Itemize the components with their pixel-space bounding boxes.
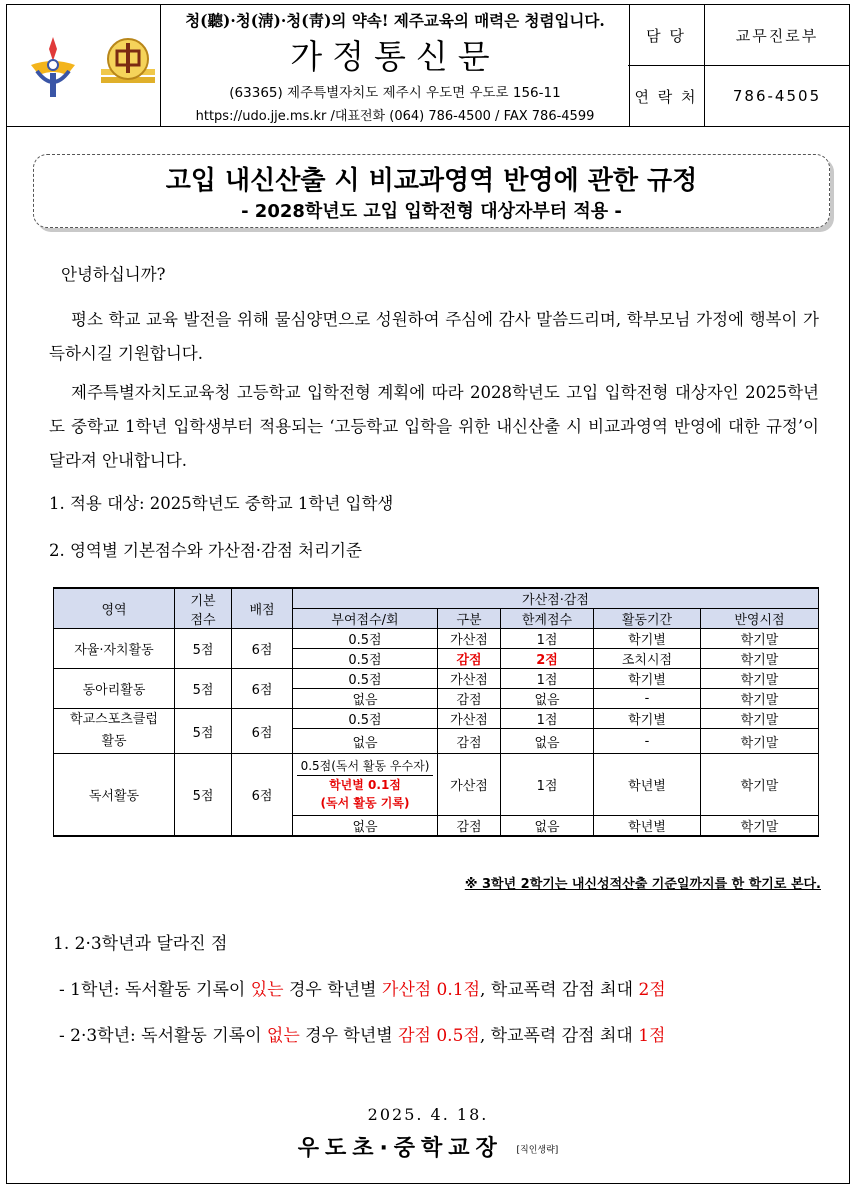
table-cell: - <box>594 689 701 709</box>
item-1: 1. 적용 대상: 2025학년도 중학교 1학년 입학생 <box>49 494 394 513</box>
table-cell: 없음 <box>501 689 594 709</box>
table-cell: 가산점 <box>438 754 501 816</box>
table-cell: 없음 <box>293 729 438 754</box>
table-cell: 1점 <box>501 629 594 649</box>
alloc-cell: 6점 <box>232 754 293 837</box>
area-cell: 학교스포츠클럽 활동 <box>54 709 175 754</box>
header-base: 기본 점수 <box>175 588 232 629</box>
banner-subtitle: - 2028학년도 고입 입학전형 대상자부터 적용 - <box>241 201 622 222</box>
header-alloc: 배점 <box>232 588 293 629</box>
seal-note: [직인생략] <box>516 1145 559 1156</box>
table-cell: 학년별 <box>594 816 701 837</box>
diff-highlight: 없는 <box>266 1026 300 1046</box>
contact-value: 교무진로부 <box>705 5 850 66</box>
table-cell: 없음 <box>501 729 594 754</box>
table-cell: 학기말 <box>701 649 819 669</box>
header-sub: 반영시점 <box>701 609 819 629</box>
diff-highlight: 1점 <box>638 1026 666 1046</box>
base-cell: 5점 <box>175 754 232 837</box>
diff-highlight: 감점 0.5점 <box>398 1026 480 1046</box>
table-cell-highlight: 감점 <box>438 649 501 669</box>
reading-score-cell <box>293 754 438 816</box>
newsletter-page <box>6 4 850 1184</box>
area-cell: 독서활동 <box>54 754 175 837</box>
table-cell: 학기별 <box>594 629 701 649</box>
header-bonus: 가산점·감점 <box>293 588 819 609</box>
diff-text: , 학교폭력 감점 최대 <box>479 1026 639 1046</box>
table-cell: 0.5점 <box>293 629 438 649</box>
document-title: 가정통신문 <box>290 37 500 76</box>
table-cell: 학기말 <box>701 754 819 816</box>
table-cell: 학기말 <box>701 729 819 754</box>
issue-date: 2025. 4. 18. <box>367 1105 489 1124</box>
base-cell: 5점 <box>175 669 232 709</box>
table-cell: 가산점 <box>438 629 501 649</box>
school-url: https://udo.jje.ms.kr /대표전화 (064) 786-4500 / FAX 786-4599 <box>195 109 595 124</box>
diff-line-1 <box>59 975 666 1000</box>
paragraph-2: 제주특별자치도교육청 고등학교 입학전형 계획에 따라 2028학년도 고입 입학전형 대상자인 2025학년도 중학교 1학년 입학생부터 적용되는 ‘고등학교 입학을 위한 내신산출 시 비교과영역 반영에 대한 규정’이 달라져 안내합니다. <box>49 383 819 470</box>
table-cell: 학기말 <box>701 629 819 649</box>
header <box>7 5 849 127</box>
diff-highlight: 있는 <box>250 980 284 1000</box>
table-note: ※ 3학년 2학기는 내신성적산출 기준일까지를 한 학기로 본다. <box>464 877 821 892</box>
table-cell: 0.5점 <box>293 669 438 689</box>
contact-key: 담 당 <box>628 5 705 66</box>
table-cell: 없음 <box>501 816 594 837</box>
alloc-cell: 6점 <box>232 629 293 669</box>
diff-text: - 2·3학년: 독서활동 기록이 <box>59 1026 267 1046</box>
table-cell-highlight: 2점 <box>501 649 594 669</box>
diff-text: 경우 학년별 <box>283 980 382 1000</box>
signer <box>7 1131 849 1162</box>
table-cell: 가산점 <box>438 669 501 689</box>
banner-title: 고입 내신산출 시 비교과영역 반영에 관한 규정 <box>165 166 698 196</box>
diff-highlight: 가산점 0.1점 <box>381 980 481 1000</box>
table-cell: 학기말 <box>701 669 819 689</box>
table-cell: 1점 <box>501 754 594 816</box>
diff-highlight: 2점 <box>638 980 666 1000</box>
table-cell: 1점 <box>501 709 594 729</box>
table-cell: 0.5점 <box>293 649 438 669</box>
criteria-table <box>53 587 819 837</box>
table-cell: 학기별 <box>594 709 701 729</box>
contact-key: 연 락 처 <box>628 66 705 127</box>
table-cell: 감점 <box>438 816 501 837</box>
table-cell: 감점 <box>438 689 501 709</box>
area-cell: 자율·자치활동 <box>54 629 175 669</box>
diff-line-2 <box>59 1021 665 1046</box>
paragraph-1: 평소 학교 교육 발전을 위해 물심양면으로 성원하여 주심에 감사 말씀드리며, 학부모님 가정에 행복이 가득하시길 기원합니다. <box>49 310 819 363</box>
contact-box <box>628 5 849 126</box>
table-cell: 없음 <box>293 816 438 837</box>
table-cell: 조치시점 <box>594 649 701 669</box>
header-sub: 활동기간 <box>594 609 701 629</box>
education-office-logo-icon <box>27 35 79 101</box>
table-cell: 학년별 <box>594 754 701 816</box>
greeting: 안녕하십니까? <box>61 265 166 284</box>
header-area: 영역 <box>54 588 175 629</box>
table-cell: 1점 <box>501 669 594 689</box>
header-title-box <box>160 5 630 126</box>
title-banner <box>33 154 830 228</box>
table-cell: 학기별 <box>594 669 701 689</box>
header-sub: 구분 <box>438 609 501 629</box>
table-cell: 가산점 <box>438 709 501 729</box>
slogan: 청(聽)·청(淸)·청(靑)의 약속! 제주교육의 매력은 청렴입니다. <box>185 11 605 30</box>
table-cell: 학기말 <box>701 816 819 837</box>
item-2: 2. 영역별 기본점수와 가산점·감점 처리기준 <box>49 541 362 560</box>
diff-text: - 1학년: 독서활동 기록이 <box>59 980 251 1000</box>
header-sub: 부여점수/회 <box>293 609 438 629</box>
diff-text: , 학교폭력 감점 최대 <box>480 980 639 1000</box>
table-cell: 0.5점 <box>293 709 438 729</box>
reading-score-highlight: 학년별 0.1점 (독서 활동 기록) <box>297 775 433 812</box>
table-cell: 없음 <box>293 689 438 709</box>
table-cell: 학기말 <box>701 709 819 729</box>
reading-score-line: 0.5점(독서 활동 우수자) <box>300 759 430 773</box>
signer-name: 우도초·중학교장 <box>297 1136 503 1161</box>
base-cell: 5점 <box>175 709 232 754</box>
alloc-cell: 6점 <box>232 709 293 754</box>
alloc-cell: 6점 <box>232 669 293 709</box>
table-cell: 학기말 <box>701 689 819 709</box>
table-cell: 감점 <box>438 729 501 754</box>
contact-value: 786-4505 <box>732 87 822 105</box>
school-address: (63365) 제주특별자치도 제주시 우도면 우도로 156-11 <box>229 85 561 101</box>
school-emblem-icon <box>99 35 157 89</box>
header-sub: 한계점수 <box>501 609 594 629</box>
diff-text: 경우 학년별 <box>299 1026 399 1046</box>
area-cell: 동아리활동 <box>54 669 175 709</box>
table-cell: - <box>594 729 701 754</box>
diff-title: 1. 2·3학년과 달라진 점 <box>53 934 228 954</box>
base-cell: 5점 <box>175 629 232 669</box>
